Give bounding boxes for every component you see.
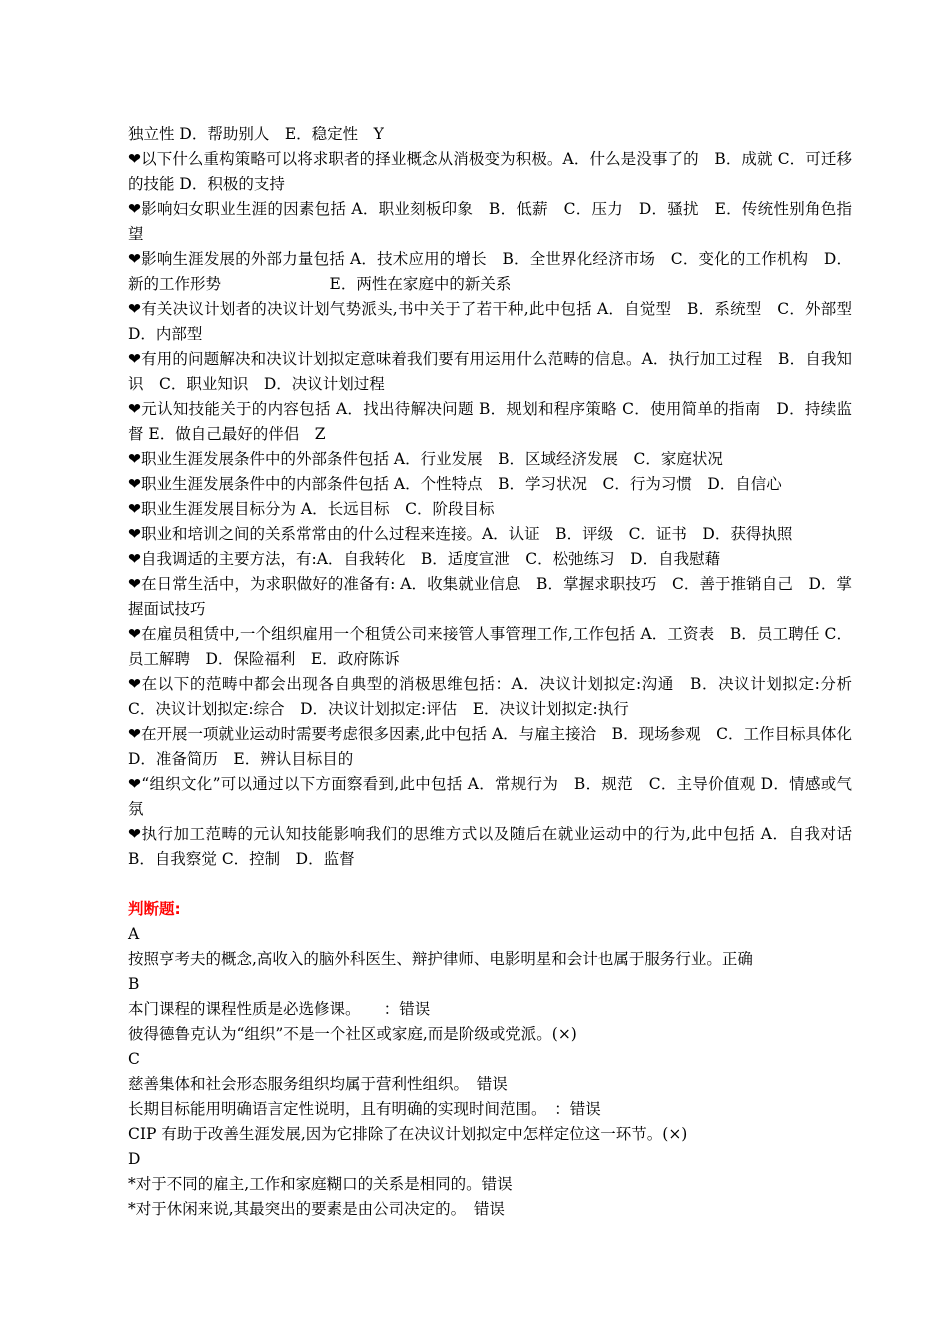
choice-question: ❤职业生涯发展条件中的外部条件包括 A．行业发展 B．区域经济发展 C．家庭状况 [128, 450, 723, 468]
choice-question: ❤影响生涯发展的外部力量包括 A．技术应用的增长 B．全世界化经济市场 C．变化的工作机构 D．新的工作形势 E．两性在家庭中的新关系 [128, 250, 852, 293]
choice-question: ❤在开展一项就业运动时需要考虑很多因素,此中包括 A．与雇主接洽 B．现场参观 C．工作目标具体化 D．准备简历 E．辨认目标目的 [128, 725, 868, 768]
choice-question: ❤在雇员租赁中,一个组织雇用一个租赁公司来接管人事管理工作,工作包括 A．工资表 B．员工聘任 C．员工解聘 D．保险福利 E．政府陈诉 [128, 625, 852, 668]
choice-question: ❤职业生涯发展目标分为 A．长远目标 C．阶段目标 [128, 500, 495, 518]
choice-question: ❤“组织文化”可以通过以下方面察看到,此中包括 A．常规行为 B．规范 C．主导价值观 D．情感或气氛 [128, 775, 852, 818]
choice-question: ❤在以下的范畴中都会出现各自典型的消极思维包括：A．决议计划拟定:沟通 B．决议计划拟定:分析 C．决议计划拟定:综合 D．决议计划拟定:评估 E．决议计划拟定:执行 [128, 675, 868, 718]
choice-question: ❤职业和培训之间的关系常常由的什么过程来连接。A．认证 B．评级 C．证书 D．获得执照 [128, 525, 793, 543]
choice-question: ❤职业生涯发展条件中的内部条件包括 A．个性特点 B．学习状况 C．行为习惯 D．自信心 [128, 475, 782, 493]
judgment-statement: 按照亨考夫的概念,高收入的脑外科医生、辩护律师、电影明星和会计也属于服务行业。正确 [128, 950, 753, 968]
judgment-statement: 长期目标能用明确语言定性说明，且有明确的实现时间范围。 ：错误 [128, 1100, 601, 1118]
judgment-letter-heading: A [128, 925, 140, 943]
judgment-statement: 彼得德鲁克认为“组织”不是一个社区或家庭,而是阶级或党派。(×) [128, 1025, 577, 1043]
choice-question: 独立性 D．帮助别人 E．稳定性 Y [128, 125, 384, 143]
judgment-statement: CIP 有助于改善生涯发展,因为它排除了在决议计划拟定中怎样定位这一环节。(×) [128, 1125, 688, 1143]
multiple-choice-section [128, 122, 884, 872]
judgment-letter-heading: C [128, 1050, 140, 1068]
choice-question: ❤元认知技能关于的内容包括 A．找出待解决问题 B．规划和程序策略 C．使用简单的指南 D．持续监督 E．做自己最好的伴侣 Z [128, 400, 852, 443]
judgment-letter-heading: D [128, 1150, 141, 1168]
choice-question: ❤执行加工范畴的元认知技能影响我们的思维方式以及随后在就业运动中的行为,此中包括 A．自我对话 B．自我察觉 C．控制 D．监督 [128, 825, 868, 868]
choice-question: ❤自我调适的主要方法，有:A．自我转化 B．适度宣泄 C．松弛练习 D．自我慰藉 [128, 550, 721, 568]
document-page [128, 122, 884, 1222]
section-gap [128, 872, 852, 897]
judgment-letter-heading: B [128, 975, 140, 993]
judgment-statement: *对于不同的雇主,工作和家庭糊口的关系是相同的。错误 [128, 1175, 513, 1193]
judgment-title: 判断题: [128, 900, 181, 918]
choice-question: ❤在日常生活中，为求职做好的准备有: A．收集就业信息 B．掌握求职技巧 C．善于推销自己 D．掌握面试技巧 [128, 575, 852, 618]
choice-question: ❤影响妇女职业生涯的因素包括 A．职业刻板印象 B．低薪 C．压力 D．骚扰 E．传统性别角色指望 [128, 200, 852, 243]
judgment-section [128, 897, 852, 1222]
choice-question: ❤以下什么重构策略可以将求职者的择业概念从消极变为积极。A．什么是没事了的 B．成就 C．可迁移的技能 D．积极的支持 [128, 150, 852, 193]
judgment-statement: 本门课程的课程性质是必选修课。 ：错误 [128, 1000, 431, 1018]
choice-question: ❤有用的问题解决和决议计划拟定意味着我们要有用运用什么范畴的信息。A．执行加工过程 B．自我知识 C．职业知识 D．决议计划过程 [128, 350, 852, 393]
judgment-statement: *对于休闲来说,其最突出的要素是由公司决定的。 错误 [128, 1200, 505, 1218]
judgment-statement: 慈善集体和社会形态服务组织均属于营利性组织。 错误 [128, 1075, 508, 1093]
choice-question: ❤有关决议计划者的决议计划气势派头,书中关于了若干种,此中包括 A．自觉型 B．系统型 C．外部型 D．内部型 [128, 300, 884, 343]
judgment-groups [128, 922, 852, 1222]
